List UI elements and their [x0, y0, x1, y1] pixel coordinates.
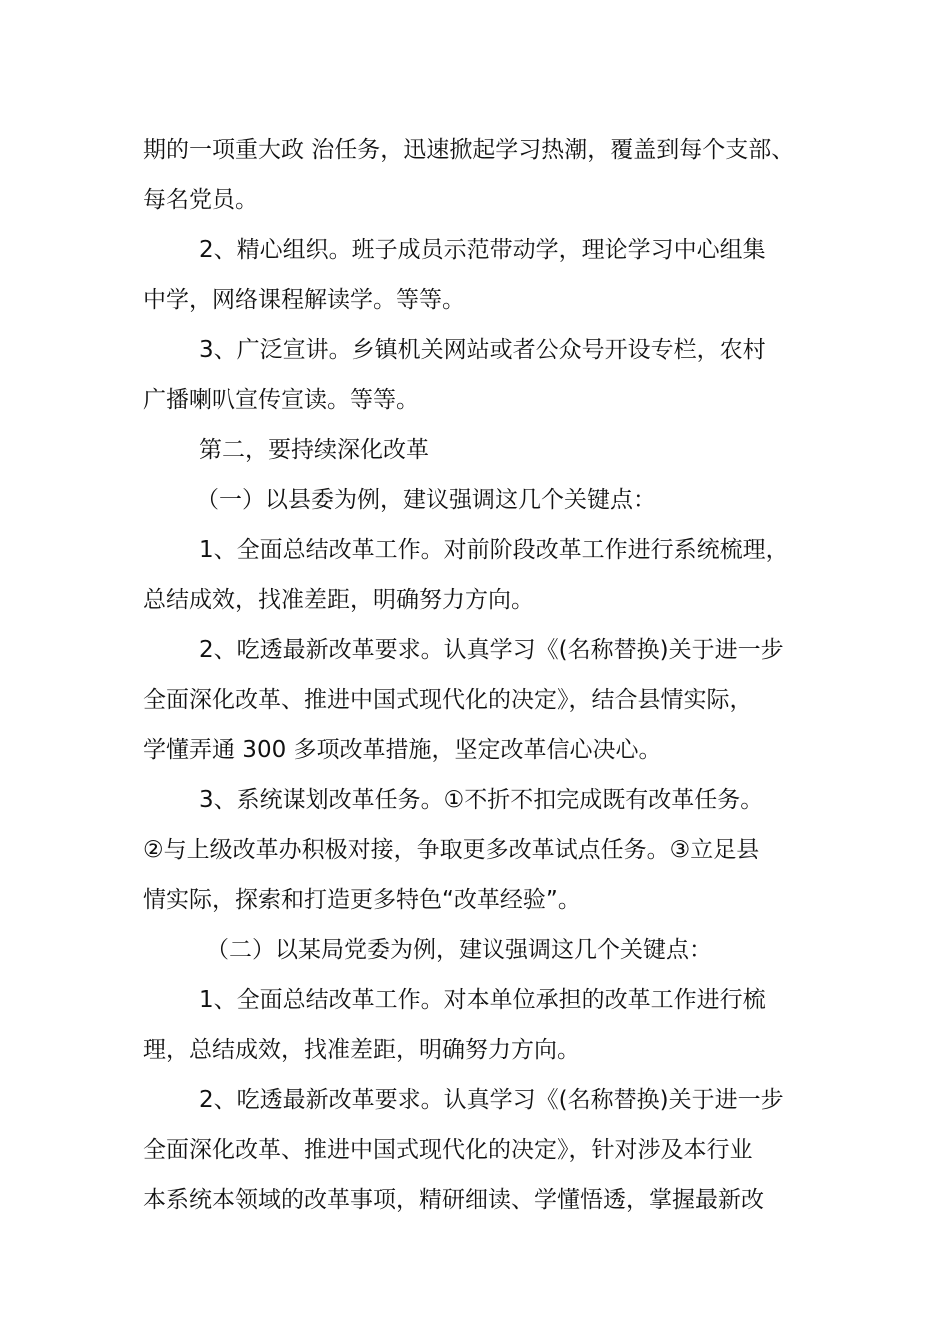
text-line: 3、广泛宣讲。乡镇机关网站或者公众号开设专栏，农村: [199, 337, 766, 363]
text-line: 中学，网络课程解读学。等等。: [143, 287, 465, 313]
text-line: 全面深化改革、推进中国式现代化的决定》，结合县情实际，: [143, 687, 753, 713]
text-line: 每名党员。: [143, 187, 258, 213]
text-line: 全面深化改革、推进中国式现代化的决定》，针对涉及本行业: [143, 1137, 753, 1163]
text-line: 2、精心组织。班子成员示范带动学，理论学习中心组集: [199, 237, 766, 263]
text-line: 理，总结成效，找准差距，明确努力方向。: [143, 1037, 580, 1063]
text-line: 1、全面总结改革工作。对本单位承担的改革工作进行梳: [199, 987, 766, 1013]
text-line: 2、吃透最新改革要求。认真学习《(名称替换)关于进一步: [199, 637, 784, 663]
text-line: 1、全面总结改革工作。对前阶段改革工作进行系统梳理，: [199, 537, 789, 563]
text-line: 广播喇叭宣传宣读。等等。: [143, 387, 419, 413]
text-line: ②与上级改革办积极对接，争取更多改革试点任务。③立足县: [143, 837, 760, 863]
text-line: 2、吃透最新改革要求。认真学习《(名称替换)关于进一步: [199, 1087, 784, 1113]
text-line: 本系统本领域的改革事项，精研细读、学懂悟透，掌握最新改: [143, 1187, 764, 1213]
text-line: 情实际，探索和打造更多特色“改革经验”。: [143, 887, 581, 913]
subsection-heading: （二）以某局党委为例，建议强调这几个关键点：: [206, 937, 712, 963]
text-line: 3、系统谋划改革任务。①不折不扣完成既有改革任务。: [199, 787, 764, 813]
text-line: 期的一项重大政 治任务，迅速掀起学习热潮，覆盖到每个支部、: [143, 137, 795, 163]
text-line: 学懂弄通 300 多项改革措施，坚定改革信心决心。: [143, 737, 662, 763]
text-line: 总结成效，找准差距，明确努力方向。: [143, 587, 534, 613]
subsection-heading: （一）以县委为例，建议强调这几个关键点：: [196, 487, 656, 513]
section-heading: 第二，要持续深化改革: [199, 437, 429, 463]
